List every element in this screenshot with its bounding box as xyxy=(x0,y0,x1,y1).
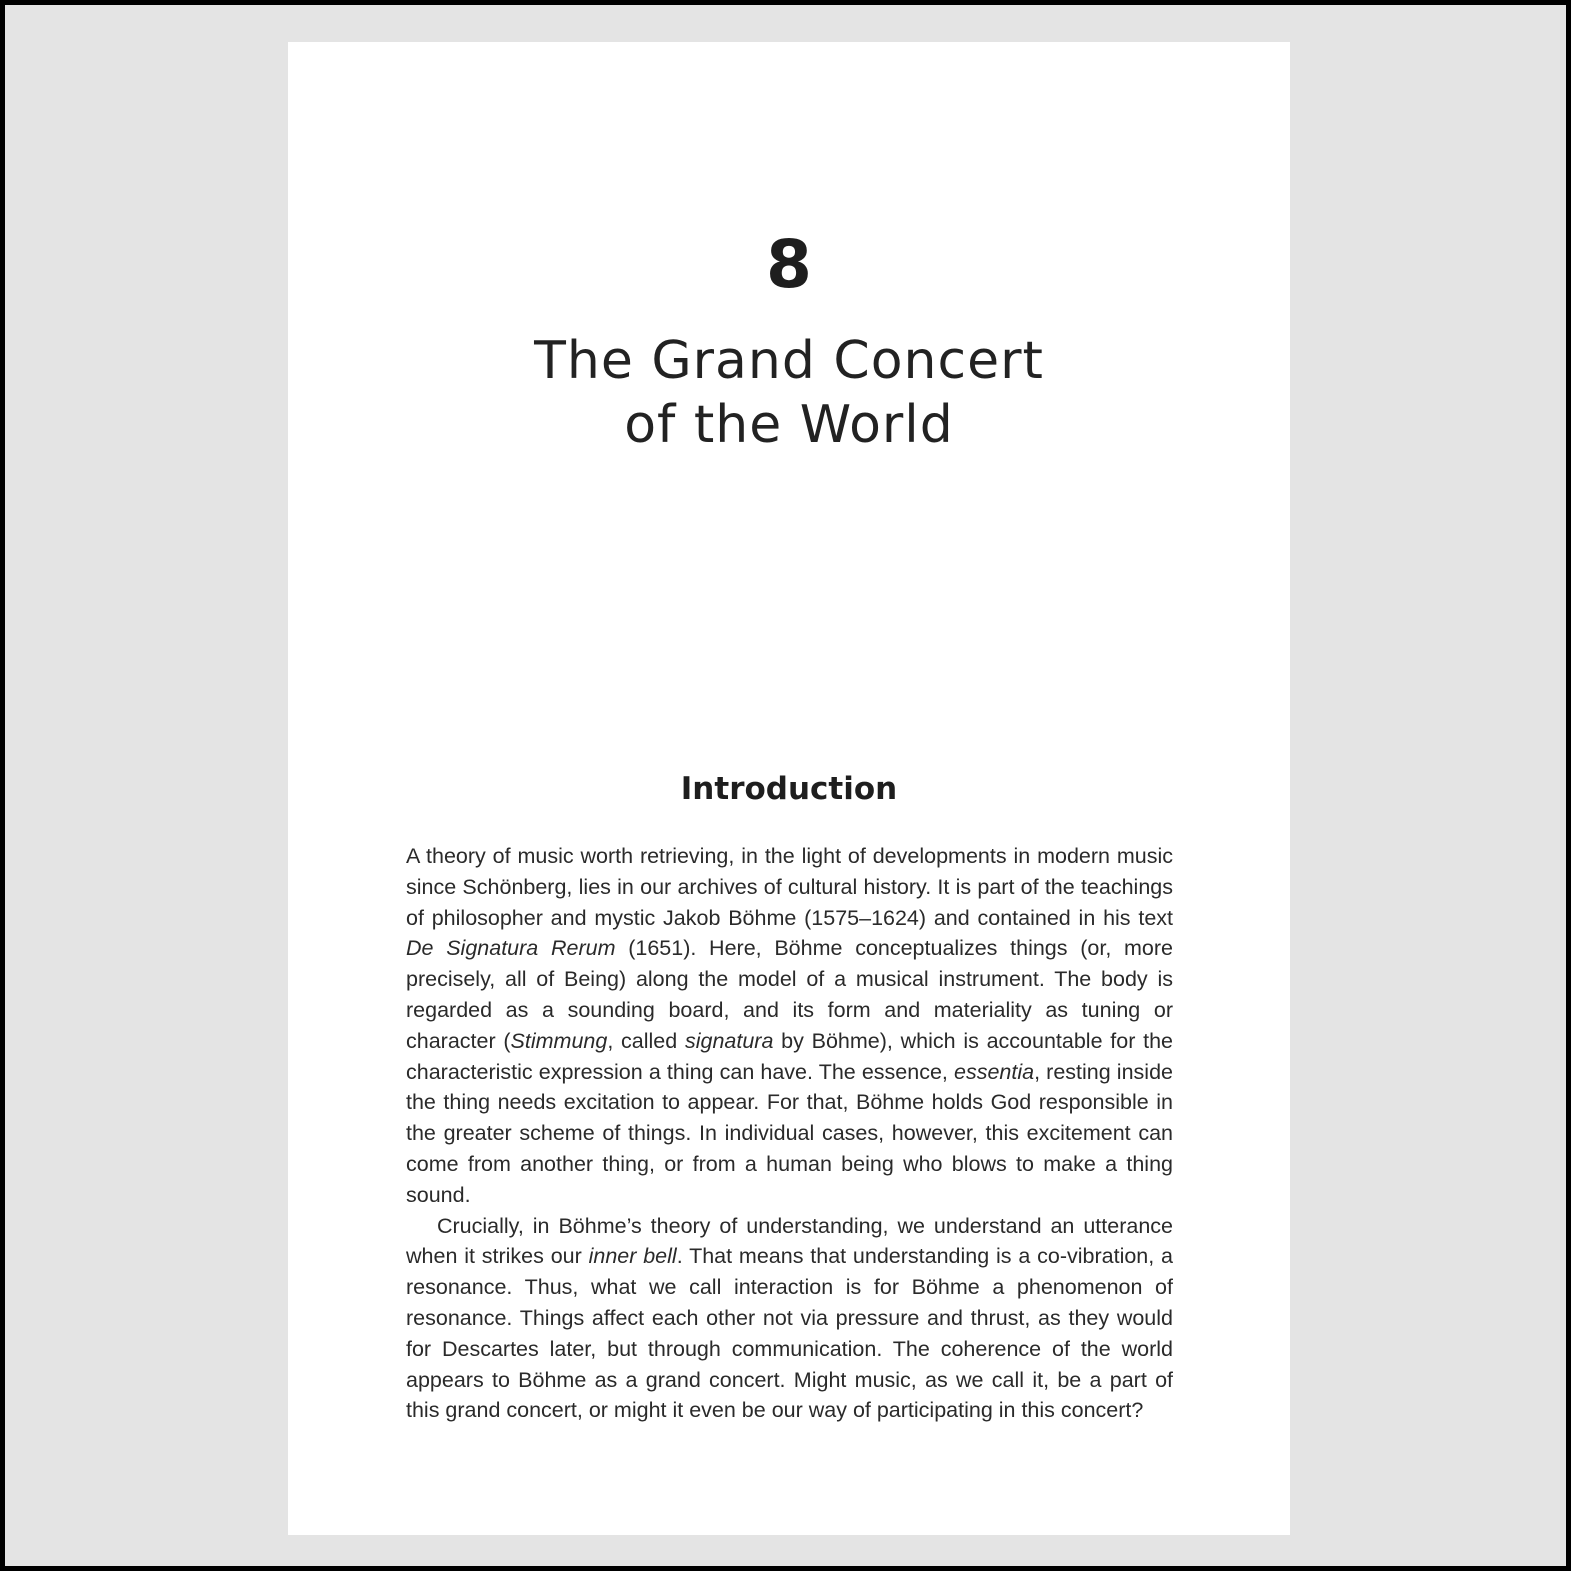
body-text xyxy=(406,841,1173,1426)
paragraph-1 xyxy=(406,841,1173,1211)
paragraph-1-italic-signatura: signatura xyxy=(684,1028,774,1053)
chapter-title xyxy=(288,329,1290,457)
paragraph-1-text-4: by Böhme), which is accountable for the characteristic expression a thing can have. The essence, xyxy=(406,1028,1173,1084)
paragraph-1-text-2: (1651). Here, Böhme conceptualizes things (or, more precisely, all of Being) along the model of a musical instrument. The body is regarded as a sounding board, and its form and materiality as tuning or character ( xyxy=(406,936,1174,1053)
paragraph-1-italic-stimmung: Stimmung xyxy=(510,1028,608,1053)
paragraph-2-text-2: . That means that understanding is a co-vibration, a resonance. Thus, what we call interaction is for Böhme a phenomenon of resonance. Things affect each other not via pressure and thrust, as they would for Descartes later, but through communication. The coherence of the world appears to Böhme as a grand concert. Might music, as we call it, be a part of this grand concert, or might it even be our way of participating in this concert? xyxy=(406,1244,1174,1423)
paragraph-1-text-3: , called xyxy=(607,1028,685,1053)
chapter-title-line-2: of the World xyxy=(624,395,954,455)
chapter-title-line-1: The Grand Concert xyxy=(534,331,1044,391)
paragraph-2-text-1: Crucially, in Böhme’s theory of understanding, we understand an utterance when it strikes our xyxy=(406,1213,1173,1269)
paragraph-1-italic-title: De Signatura Rerum xyxy=(406,936,616,961)
paragraph-1-text-5: , resting inside the thing needs excitation to appear. For that, Böhme holds God responsible in the greater scheme of things. In individual cases, however, this excitement can come from another thing, or from a human being who blows to make a thing sound. xyxy=(406,1059,1173,1207)
paragraph-1-italic-essentia: essentia xyxy=(954,1059,1035,1084)
paragraph-2-italic-inner-bell: inner bell xyxy=(588,1244,677,1269)
paragraph-2 xyxy=(406,1211,1173,1427)
paragraph-1-text-1: A theory of music worth retrieving, in the light of developments in modern music since Schönberg, lies in our archives of cultural history. It is part of the teachings of philosopher and mystic Jakob Böhme (1575–1624) and contained in his text xyxy=(406,844,1173,930)
chapter-number: 8 xyxy=(766,226,812,303)
section-heading: Introduction xyxy=(680,771,898,807)
book-page xyxy=(288,42,1290,1535)
